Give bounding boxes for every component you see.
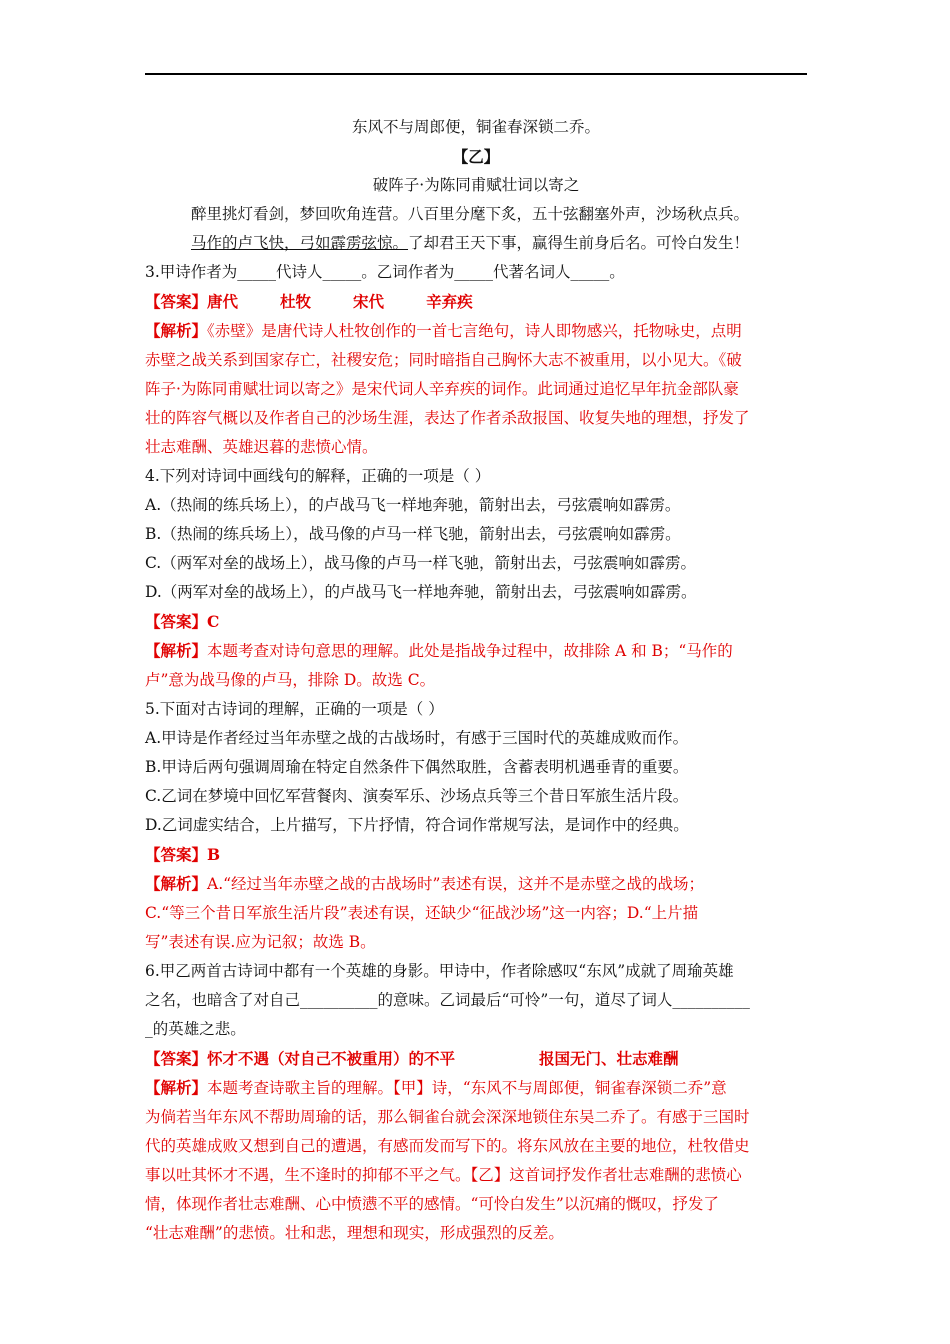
verse-rest: 了却君王天下事，赢得生前身后名。可怜白发生！ (408, 234, 750, 252)
q6-stem-line: 6.甲乙两首古诗词中都有一个英雄的身影。甲诗中，作者除感叹“东风”成就了周瑜英雄 (145, 962, 734, 980)
analysis-line: 代的英雄成败又想到自己的遭遇，有感而发而写下的。将东风放在主要的地位，杜牧借史 (145, 1137, 750, 1155)
q5-option-b: B.甲诗后两句强调周瑜在特定自然条件下偶然取胜，含蓄表明机遇垂青的重要。 (145, 758, 689, 776)
q5-option-d: D.乙词虚实结合，上片描写，下片抒情，符合词作常规写法，是词作中的经典。 (145, 816, 689, 834)
analysis-line: 情，体现作者壮志难酬、心中愤懑不平的感情。“可怜白发生”以沉痛的慨叹，抒发了 (145, 1195, 719, 1213)
q6-answer (145, 1044, 807, 1073)
poem-jia-tail: 东风不与周郎便，铜雀春深锁二乔。 (351, 118, 600, 136)
poem-yi-marker: 【乙】 (452, 147, 500, 166)
underlined-verse: 马作的卢飞快，弓如霹雳弦惊。 (191, 234, 409, 252)
q3-analysis (145, 316, 807, 462)
poem-yi-line2 (145, 229, 807, 258)
header-rule (145, 73, 807, 75)
poem-yi-title: 破阵子·为陈同甫赋壮词以寄之 (372, 176, 580, 194)
analysis-line: 事以吐其怀才不遇，生不逢时的抑郁不平之气。【乙】这首词抒发作者壮志难酬的悲愤心 (145, 1166, 742, 1184)
analysis-line: 写”表述有误.应为记叙；故选 B。 (145, 933, 376, 951)
answer-value: C (207, 612, 220, 631)
analysis-line: 壮志难酬、英雄迟暮的悲愤心情。 (145, 438, 378, 456)
q4-stem: 4.下列对诗词中画线句的解释，正确的一项是（ ） (145, 467, 491, 485)
analysis-line: 阵子·为陈同甫赋壮词以寄之》是宋代词人辛弃疾的词作。此词通过追忆早年抗金部队豪 (145, 380, 739, 398)
q4-option-a: A.（热闹的练兵场上），的卢战马飞一样地奔驰，箭射出去，弓弦震响如霹雳。 (145, 496, 681, 514)
answer-item: 辛弃疾 (426, 292, 473, 311)
answer-item: 宋代 (353, 292, 385, 311)
answer-item: 杜牧 (280, 292, 312, 311)
q4-analysis (145, 636, 807, 695)
document-body (145, 113, 807, 1248)
answer-label: 【答案】 (145, 845, 208, 864)
analysis-label: 【解析】 (145, 321, 208, 340)
q4-answer (145, 607, 807, 636)
answer-item: 报国无门、壮志难酬 (539, 1049, 679, 1068)
answer-label: 【答案】 (145, 1049, 208, 1068)
q6-analysis (145, 1073, 807, 1248)
analysis-line: 卢”意为战马像的卢马，排除 D。故选 C。 (145, 671, 436, 689)
analysis-line: 【解析】A.“经过当年赤壁之战的古战场时”表述有误，这并不是赤壁之战的战场； (145, 874, 704, 893)
q6-stem-line: _的英雄之悲。 (145, 1020, 246, 1038)
q5-stem: 5.下面对古诗词的理解，正确的一项是（ ） (145, 700, 444, 718)
q4-option-b: B.（热闹的练兵场上），战马像的卢马一样飞驰，箭射出去，弓弦震响如霹雳。 (145, 525, 681, 543)
answer-value: B (207, 845, 221, 864)
analysis-label: 【解析】 (145, 1078, 208, 1097)
q5-option-c: C.乙词在梦境中回忆军营餐肉、演奏军乐、沙场点兵等三个昔日军旅生活片段。 (145, 787, 689, 805)
analysis-line: 【解析】本题考查诗歌主旨的理解。【甲】诗，“东风不与周郎便，铜雀春深锁二乔”意 (145, 1078, 727, 1097)
q5-option-a: A.甲诗是作者经过当年赤壁之战的古战场时，有感于三国时代的英雄成败而作。 (145, 729, 689, 747)
q5-analysis (145, 869, 807, 957)
analysis-line: 【解析】《赤壁》是唐代诗人杜牧创作的一首七言绝句，诗人即物感兴，托物咏史，点明 (145, 321, 742, 340)
answer-item: 怀才不遇（对自己不被重用）的不平 (207, 1049, 456, 1068)
analysis-line: C.“等三个昔日军旅生活片段”表述有误，还缺少“征战沙场”这一内容；D.“上片描 (145, 904, 699, 922)
analysis-line: 赤壁之战关系到国家存亡，社稷安危；同时暗指自己胸怀大志不被重用，以小见大。《破 (145, 351, 742, 369)
q4-option-c: C.（两军对垒的战场上），战马像的卢马一样飞驰，箭射出去，弓弦震响如霹雳。 (145, 554, 696, 572)
q5-answer (145, 840, 807, 869)
q6-stem-line: 之名，也暗含了对自己__________的意味。乙词最后“可怜”一句，道尽了词人__________ (145, 991, 750, 1009)
q3-answer (145, 287, 807, 316)
answer-label: 【答案】 (145, 612, 208, 631)
q3-stem: 3.甲诗作者为_____代诗人_____。乙词作者为_____代著名词人_____。 (145, 263, 625, 281)
answer-label: 【答案】 (145, 292, 208, 311)
analysis-line: 为倘若当年东风不帮助周瑜的话，那么铜雀台就会深深地锁住东吴二乔了。有感于三国时 (145, 1108, 750, 1126)
q4-option-d: D.（两军对垒的战场上），的卢战马飞一样地奔驰，箭射出去，弓弦震响如霹雳。 (145, 583, 697, 601)
analysis-line: “壮志难酬”的悲愤。壮和悲，理想和现实，形成强烈的反差。 (145, 1224, 564, 1242)
answer-item: 唐代 (207, 292, 239, 311)
analysis-label: 【解析】 (145, 874, 208, 893)
poem-yi-line1: 醉里挑灯看剑，梦回吹角连营。八百里分麾下炙，五十弦翻塞外声，沙场秋点兵。 (191, 205, 750, 223)
analysis-line: 【解析】本题考查对诗句意思的理解。此处是指战争过程中，故排除 A 和 B；“马作的 (145, 641, 733, 660)
analysis-line: 壮的阵容气概以及作者自己的沙场生涯，表达了作者杀敌报国、收复失地的理想，抒发了 (145, 409, 750, 427)
analysis-label: 【解析】 (145, 641, 208, 660)
